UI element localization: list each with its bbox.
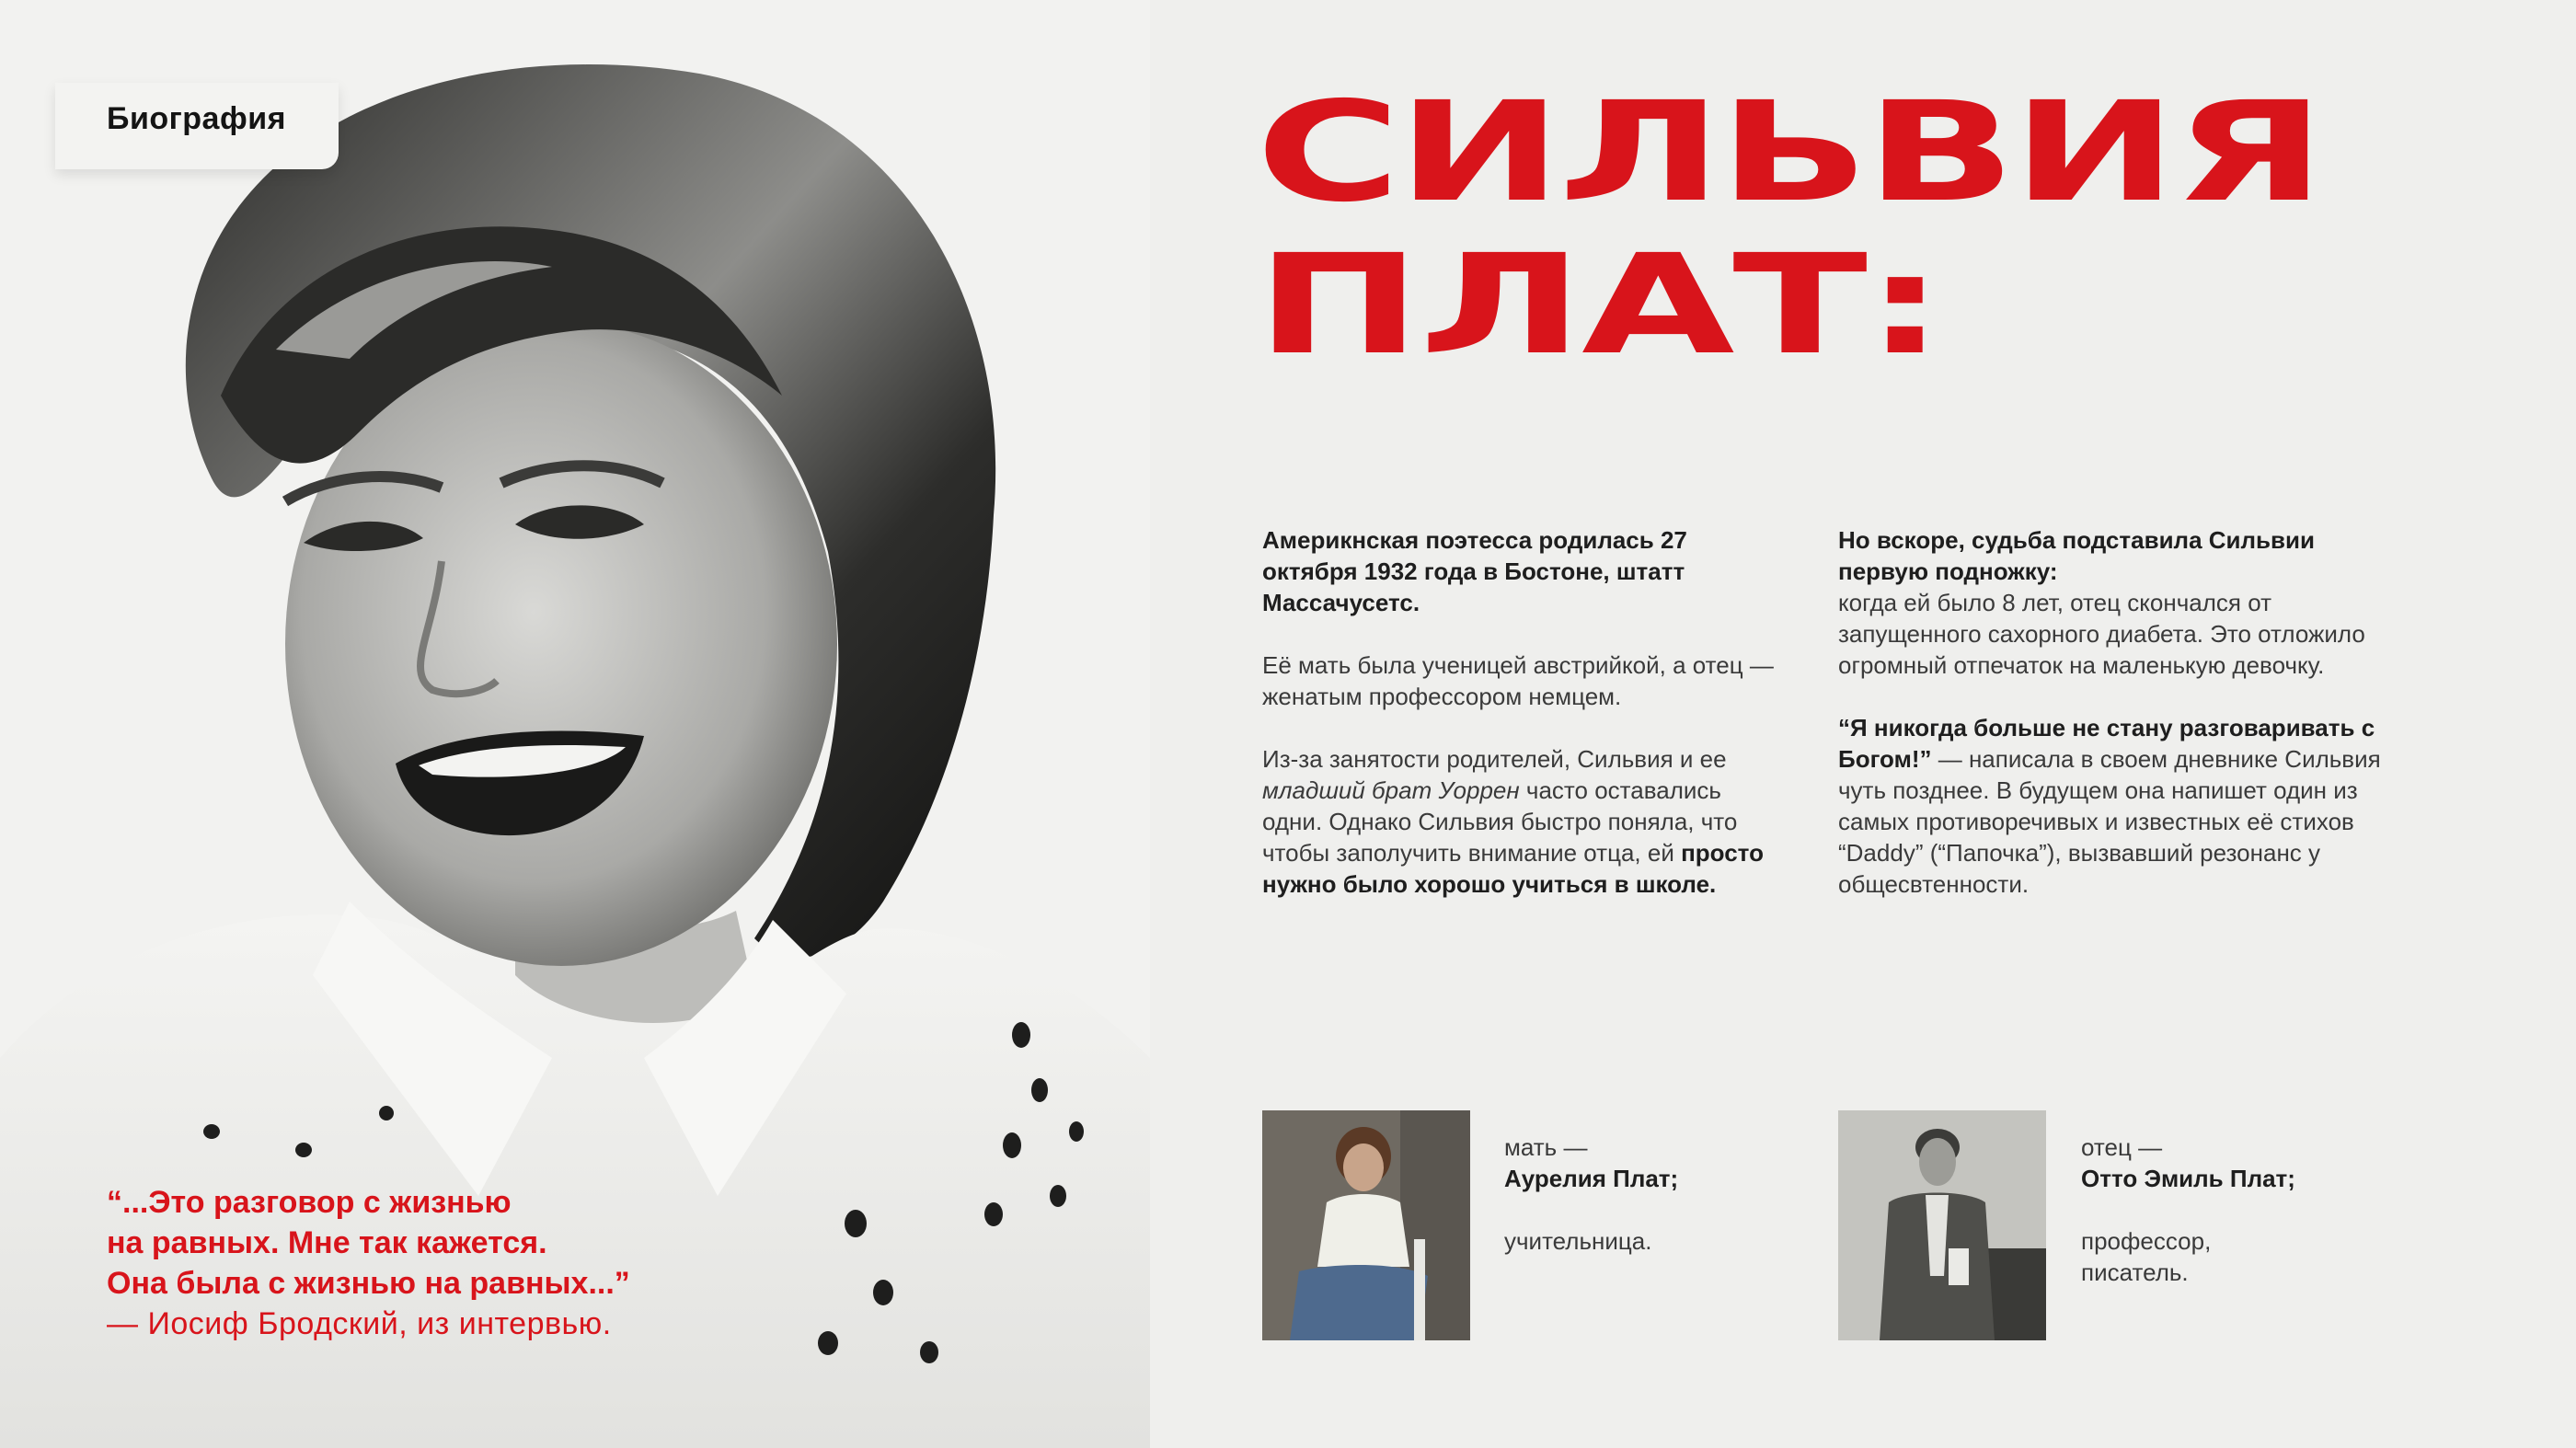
- parents-paragraph: Её мать была ученицей австрийкой, а отец — женатым профессором немцем.: [1262, 651, 1774, 710]
- section-tag-label: Биография: [107, 101, 286, 136]
- fate-heading: Но вскоре, судьба подставила Сильвии первую подножку:: [1838, 526, 2315, 585]
- diary-text: — написала в своем дневнике Сильвия чуть позднее. В будущем она напишет один из самых противоречивых и известных её стихов “Daddy” (“Папочка”), вызвавший резонанс у общесвтенности.: [1838, 745, 2381, 898]
- father-death-paragraph: [1838, 524, 2409, 681]
- fate-text: когда ей было 8 лет, отец скончался от запущенного сахорного диабета. Это отложило огромный отпечаток на маленькую девочку.: [1838, 589, 2365, 679]
- mother-photo-image: [1262, 1110, 1470, 1340]
- diary-paragraph: [1838, 712, 2409, 900]
- father-caption: [2081, 1132, 2295, 1288]
- section-tag: [55, 83, 339, 169]
- title-line-1: СИЛЬВИЯ: [1256, 72, 2322, 233]
- diary-quote: “Я никогда больше не стану разговаривать с Богом!”: [1838, 714, 2375, 773]
- mother-caption: [1504, 1132, 1678, 1257]
- mother-role: мать —: [1504, 1133, 1588, 1161]
- father-role: отец —: [2081, 1133, 2163, 1161]
- quote-line-2: на равных. Мне так кажется.: [107, 1225, 547, 1260]
- father-job-1: профессор,: [2081, 1227, 2212, 1255]
- childhood-text-c: часто оставались одни. Однако Сильвия быстро поняла, что чтобы заполучить внимание отца, ей: [1262, 776, 1738, 867]
- biography-column-2: [1838, 524, 2409, 931]
- father-name: Отто Эмиль Плат;: [2081, 1165, 2295, 1192]
- mother-job: учительница.: [1504, 1227, 1652, 1255]
- biography-column-1: [1262, 524, 1777, 931]
- father-photo-image: [1838, 1110, 2046, 1340]
- quote-line-3: Она была с жизнью на равных...”: [107, 1266, 630, 1301]
- childhood-text-a: Из-за занятости родителей, Сильвия и ее: [1262, 745, 1727, 773]
- father-job-2: писатель.: [2081, 1258, 2189, 1286]
- quote-line-1: “...Это разговор с жизнью: [107, 1185, 512, 1220]
- childhood-text-bold: просто нужно было хорошо учиться в школе.: [1262, 839, 1764, 898]
- title-line-2: ПЛАТ:: [1256, 224, 1943, 385]
- brother-name: младший брат Уоррен: [1262, 776, 1520, 804]
- father-photo: [1838, 1110, 2046, 1340]
- birth-paragraph: Америкнская поэтесса родилась 27 октября 1932 года в Бостоне, штатт Массачусетс.: [1262, 526, 1687, 616]
- portrait-photo: [0, 0, 1150, 1448]
- quote-author: — Иосиф Бродский, из интервью.: [107, 1306, 612, 1341]
- mother-photo: [1262, 1110, 1470, 1340]
- childhood-paragraph: [1262, 743, 1777, 900]
- page-title: [1256, 72, 2360, 401]
- brodsky-quote: [107, 1182, 843, 1344]
- mother-name: Аурелия Плат;: [1504, 1165, 1679, 1192]
